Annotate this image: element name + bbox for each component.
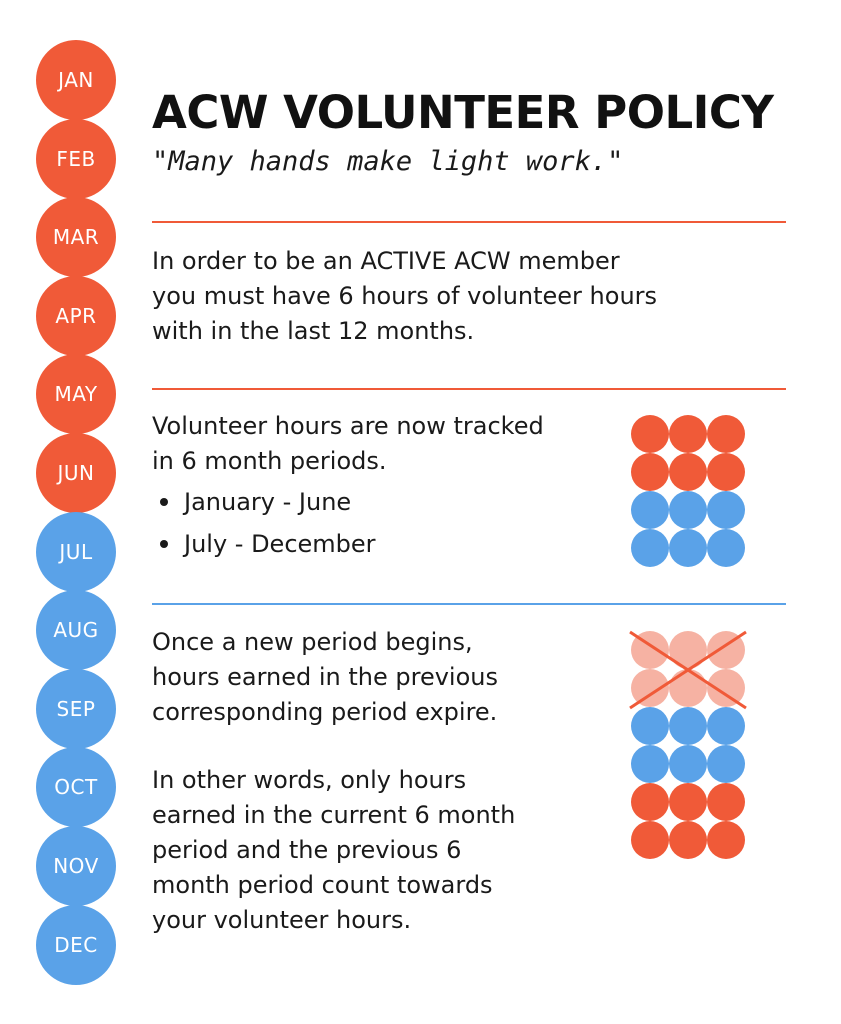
month-circle: MAY bbox=[36, 354, 116, 434]
text-line: your volunteer hours. bbox=[152, 906, 412, 934]
hour-dot bbox=[707, 415, 745, 453]
hour-dot bbox=[631, 491, 669, 529]
month-circle: MAR bbox=[36, 197, 116, 277]
text-line: with in the last 12 months. bbox=[152, 317, 475, 345]
text-line: In other words, only hours bbox=[152, 766, 467, 794]
text-line: period and the previous 6 bbox=[152, 836, 462, 864]
membership-requirement-text bbox=[152, 244, 657, 349]
list-item: July - December bbox=[160, 523, 376, 565]
month-circle: FEB bbox=[36, 119, 116, 199]
hour-dot bbox=[707, 821, 745, 859]
text-line: in 6 month periods. bbox=[152, 447, 387, 475]
hour-dot bbox=[707, 529, 745, 567]
text-line: Once a new period begins, bbox=[152, 628, 473, 656]
hour-dot bbox=[669, 491, 707, 529]
divider-2 bbox=[152, 388, 786, 390]
divider-3 bbox=[152, 603, 786, 605]
hour-dot bbox=[707, 783, 745, 821]
text-line: you must have 6 hours of volunteer hours bbox=[152, 282, 658, 310]
text-line: Volunteer hours are now tracked bbox=[152, 412, 544, 440]
hour-dot bbox=[707, 745, 745, 783]
period-list bbox=[160, 481, 376, 565]
expiry-explanation-text bbox=[152, 625, 498, 730]
hour-dot bbox=[669, 529, 707, 567]
hour-dot bbox=[631, 453, 669, 491]
page-title: ACW VOLUNTEER POLICY bbox=[152, 86, 774, 139]
hour-dot bbox=[631, 529, 669, 567]
month-circle: AUG bbox=[36, 590, 116, 670]
text-line: month period count towards bbox=[152, 871, 493, 899]
hour-dot bbox=[669, 783, 707, 821]
month-circle: SEP bbox=[36, 669, 116, 749]
hour-dot bbox=[631, 783, 669, 821]
list-item: January - June bbox=[160, 481, 376, 523]
hour-dot bbox=[631, 415, 669, 453]
hour-dot bbox=[669, 707, 707, 745]
month-circle: JUN bbox=[36, 433, 116, 513]
text-line: In order to be an ACTIVE ACW member bbox=[152, 247, 620, 275]
hour-dot bbox=[669, 745, 707, 783]
month-circle: JAN bbox=[36, 40, 116, 120]
month-circle: NOV bbox=[36, 826, 116, 906]
summary-text bbox=[152, 763, 515, 938]
expired-cross-icon bbox=[628, 630, 748, 710]
tracking-periods-text bbox=[152, 409, 544, 479]
hour-dot bbox=[631, 821, 669, 859]
divider-1 bbox=[152, 221, 786, 223]
hour-dot bbox=[707, 491, 745, 529]
month-circle: APR bbox=[36, 276, 116, 356]
hour-dot bbox=[707, 453, 745, 491]
bullet-icon bbox=[160, 498, 168, 506]
text-line: corresponding period expire. bbox=[152, 698, 498, 726]
bullet-icon bbox=[160, 540, 168, 548]
hour-dot bbox=[631, 707, 669, 745]
text-line: hours earned in the previous bbox=[152, 663, 498, 691]
hour-dot bbox=[669, 415, 707, 453]
month-circle: OCT bbox=[36, 747, 116, 827]
hour-dot bbox=[669, 821, 707, 859]
hour-dot bbox=[707, 707, 745, 745]
page-quote: "Many hands make light work." bbox=[152, 146, 624, 177]
month-circle: DEC bbox=[36, 905, 116, 985]
month-circle: JUL bbox=[36, 512, 116, 592]
hour-dot bbox=[669, 453, 707, 491]
hour-dot bbox=[631, 745, 669, 783]
text-line: earned in the current 6 month bbox=[152, 801, 516, 829]
